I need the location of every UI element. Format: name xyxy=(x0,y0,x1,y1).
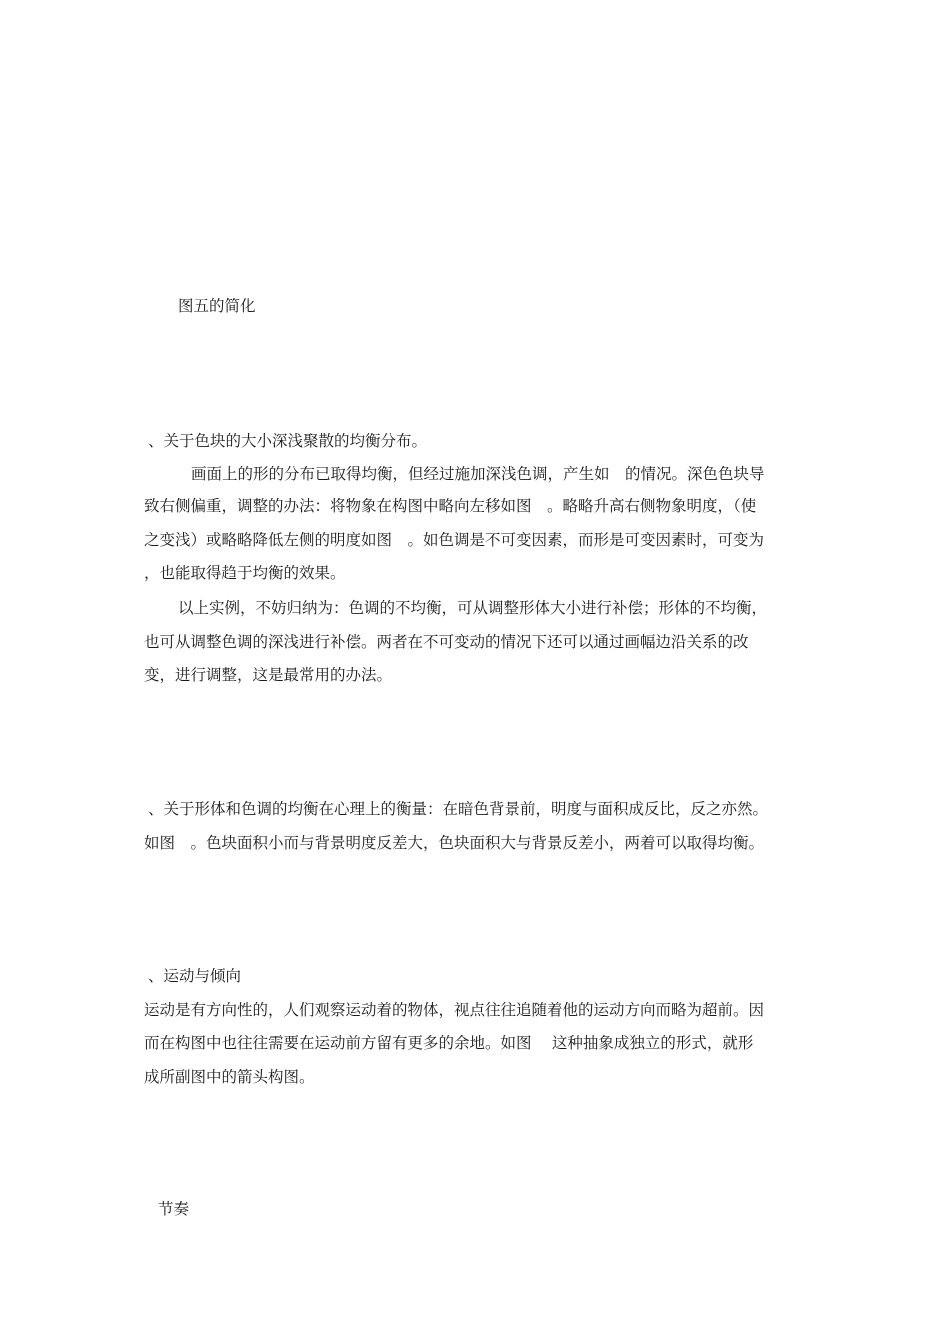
paragraph-line: 运动是有方向性的，人们观察运动着的物体，视点往往追随着他的运动方向而略为超前。因 xyxy=(144,1001,765,1019)
section-heading-motion: 、运动与倾向 xyxy=(148,967,242,985)
section-heading-rhythm: 节奏 xyxy=(158,1200,190,1218)
paragraph-line: 也可从调整色调的深浅进行补偿。两者在不可变动的情况下还可以通过画幅边沿关系的改 xyxy=(144,633,749,651)
paragraph-line: ，也能取得趋于均衡的效果。 xyxy=(144,564,346,582)
section-heading-balance-distribution: 、关于色块的大小深浅聚散的均衡分布。 xyxy=(148,432,428,450)
section-heading-psychological-balance: 、关于形体和色调的均衡在心理上的衡量：在暗色背景前，明度与面积成反比，反之亦然。 xyxy=(148,800,769,818)
paragraph-line: 变，进行调整，这是最常用的办法。 xyxy=(144,666,393,684)
paragraph-line: 致右侧偏重，调整的办法：将物象在构图中略向左移如图 。略略升高右侧物象明度，（使 xyxy=(144,497,757,515)
paragraph-line: 画面上的形的分布已取得均衡，但经过施加深浅色调，产生如 的情况。深色色块导 xyxy=(191,465,765,483)
paragraph-line: 而在构图中也往往需要在运动前方留有更多的余地。如图 这种抽象成独立的形式，就形 xyxy=(144,1034,754,1052)
paragraph-line: 以上实例，不妨归纳为：色调的不均衡，可从调整形体大小进行补偿；形体的不均衡， xyxy=(178,599,768,617)
figure-caption: 图五的简化 xyxy=(178,297,256,315)
paragraph-line: 如图 。色块面积小而与背景明度反差大，色块面积大与背景反差小，两着可以取得均衡。 xyxy=(144,834,765,852)
paragraph-line: 成所副图中的箭头构图。 xyxy=(144,1068,315,1086)
paragraph-line: 之变浅）或略略降低左侧的明度如图 。如色调是不可变因素，而形是可变因素时，可变为 xyxy=(144,531,765,549)
